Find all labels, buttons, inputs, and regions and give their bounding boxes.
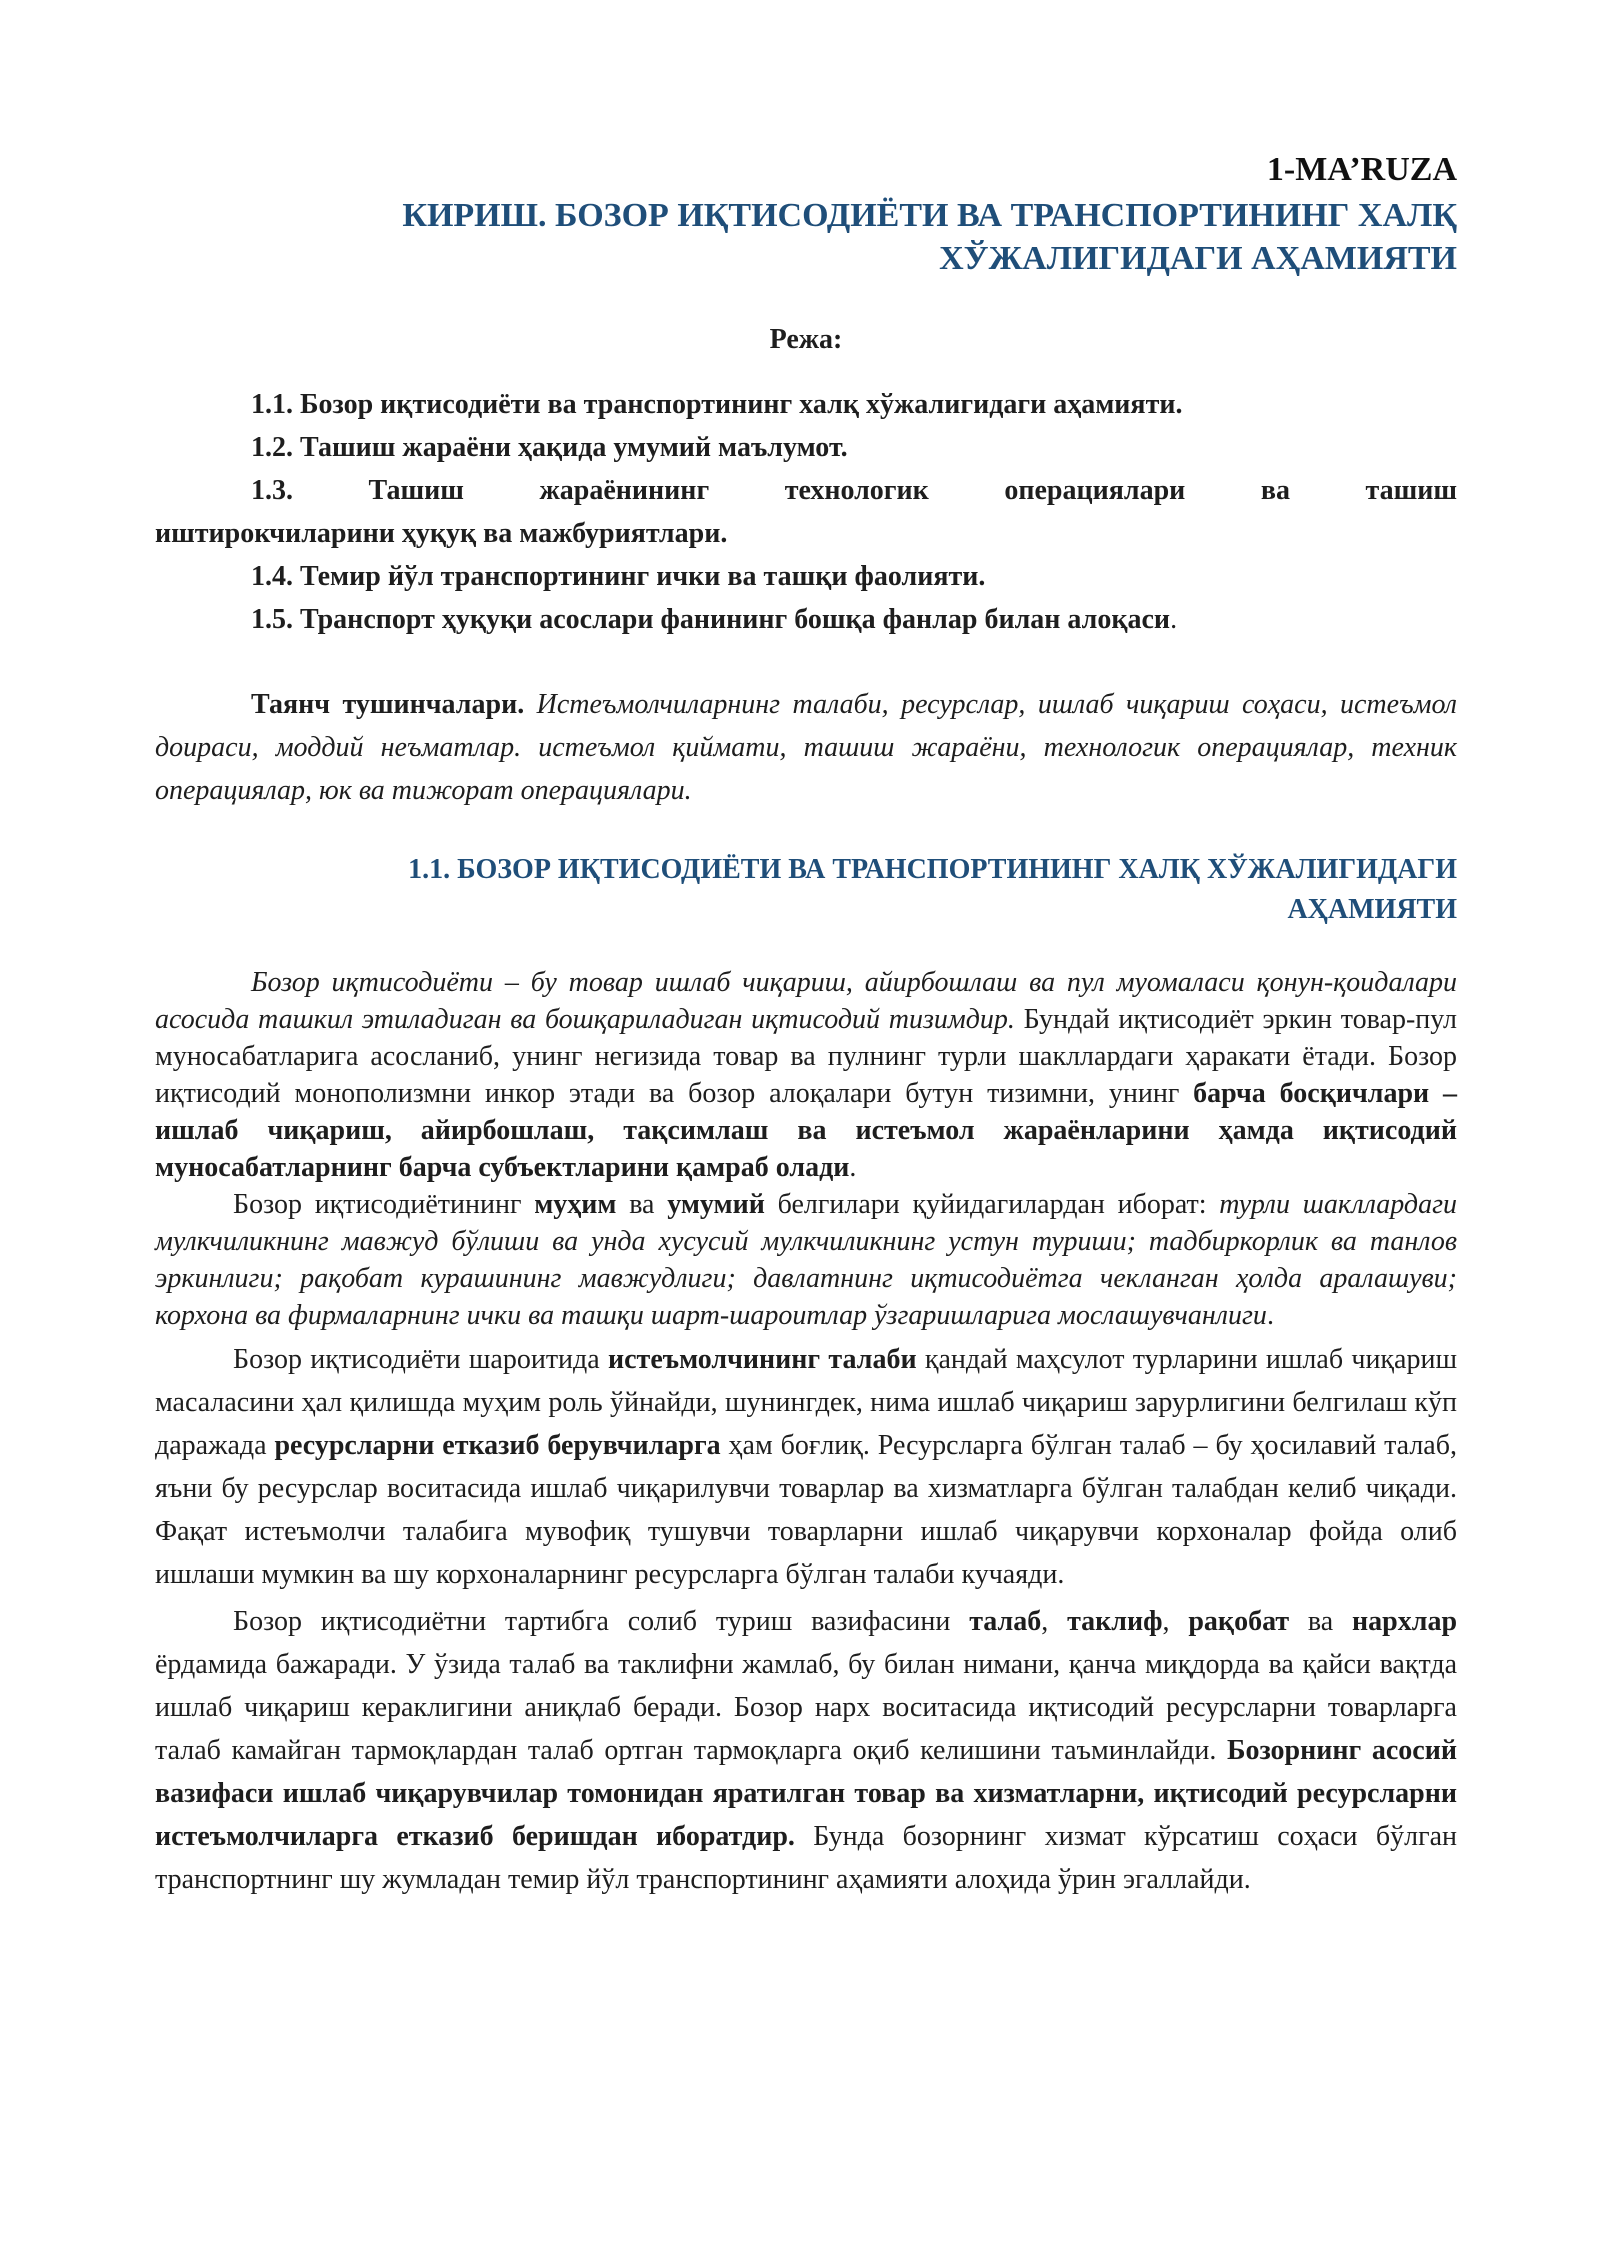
paragraph-text: ва <box>616 1189 668 1220</box>
section-body <box>155 964 1457 1901</box>
plan-item: 1.3. Ташиш жараёнининг технологик операциялари ва ташиш <box>251 475 1457 506</box>
section-title-line-1: 1.1. БОЗОР ИҚТИСОДИЁТИ ВА ТРАНСПОРТИНИНГ ХАЛҚ ХЎЖАЛИГИДАГИ <box>408 854 1457 885</box>
paragraph-text: . <box>849 1152 857 1183</box>
emphasis-text: Бозорнинг асосий вазифаси ишлаб чиқарувчилар томонидан яратилган товар ва хизматларни, иқтисодий ресурсларни истеъмолчиларга етказиб беришдан иборатдир. <box>155 1735 1457 1852</box>
italic-text: турли шакллардаги мулкчиликнинг мавжуд бўлиши ва унда хусусий мулкчиликнинг устун туриши; тадбиркорлик ва танлов эркинлиги; рақобат курашининг мавжудлиги; давлатнинг иқтисодиётга чекланган ҳолда аралашуви; корхона ва фирмаларнинг ички ва ташқи шарт-шароитлар ўзгаришларига мослашувчанлиги <box>155 1189 1458 1331</box>
paragraph-2 <box>155 1186 1457 1334</box>
lecture-title-line-1: КИРИШ. БОЗОР ИҚТИСОДИЁТИ ВА ТРАНСПОРТИНИНГ ХАЛҚ <box>402 197 1457 234</box>
emphasis-text: таклиф <box>1067 1606 1163 1637</box>
paragraph-text: , <box>1162 1606 1189 1637</box>
paragraph-text: Бозор иқтисодиётининг <box>233 1189 535 1220</box>
plan-item-text: 1.5. Транспорт ҳуқуқи асослари фанининг бошқа фанлар билан алоқаси <box>251 604 1171 635</box>
lecture-number: 1-MA’RUZA <box>1266 151 1457 188</box>
definition-text: Бозор иқтисодиёти – бу товар ишлаб чиқариш, айирбошлаш ва пул муомаласи қонун-қоидалари асосида ташкил этиладиган ва бошқариладиган иқтисодий тизимдир. <box>155 967 1457 1035</box>
plan-item: 1.2. Ташиш жараёни ҳақида умумий маълумот. <box>251 432 848 463</box>
paragraph-text: , <box>1041 1606 1068 1637</box>
paragraph-text: белгилари қуйидагилардан иборат: <box>764 1189 1220 1220</box>
paragraph-text: Бозор иқтисодиётни тартибга солиб туриш вазифасини <box>233 1606 970 1637</box>
plan-item-continuation: иштирокчиларини ҳуқуқ ва мажбуриятлари. <box>155 518 728 549</box>
paragraph-text: Бундай иқтисодиёт эркин товар-пул муносабатларига асосланиб, унинг негизида товар ва пулнинг турли шакллардаги ҳаракати ётади. Бозор иқтисодий монополизмни инкор этади ва бозор алоқалари бутун тизимни, унинг <box>155 1004 1457 1109</box>
plan-list <box>155 383 1457 641</box>
paragraph-text: . <box>1266 1300 1274 1331</box>
plan-item-period: . <box>1170 604 1178 635</box>
paragraph-text: ёрдамида бажаради. У ўзида талаб ва таклифни жамлаб, бу билан нимани, қанча миқдорда ва қайси вақтда ишлаб чиқариш кераклигини аниқлаб беради. Бозор нарх воситасида иқтисодий ресурсларни товарларга талаб камайган тармоқлардан талаб ортган тармоқларга оқиб келишини таъминлайди. <box>155 1649 1457 1766</box>
paragraph-text: Бунда бозорнинг хизмат кўрсатиш соҳаси бўлган транспортнинг шу жумладан темир йўл транспортининг аҳамияти алоҳида ўрин эгаллайди. <box>155 1821 1457 1895</box>
emphasis-text: ресурсларни етказиб берувчиларга <box>274 1430 721 1461</box>
paragraph-text: Бозор иқтисодиёти шароитида <box>233 1344 608 1375</box>
paragraph-3 <box>155 1338 1457 1596</box>
emphasis-text: истеъмолчининг талаби <box>608 1344 917 1375</box>
section-title <box>155 850 1457 930</box>
paragraph-text: ҳам боғлиқ. Ресурсларга бўлган талаб – бу ҳосилавий талаб, яъни бу ресурслар воситасида ишлаб чиқарилувчи товарлар ва хизматларга бўлган талабдан келиб чиқади. Фақат истеъмолчи талабига мувофиқ тушувчи товарларни ишлаб чиқарувчи корхоналар фойда олиб ишлаши мумкин ва шу корхоналарнинг ресурсларга бўлган талаби кучаяди. <box>155 1430 1457 1590</box>
keywords-label: Таянч тушинчалари. <box>251 689 525 720</box>
section-title-line-2: АҲАМИЯТИ <box>1287 894 1457 925</box>
emphasis-text: рақобат <box>1188 1606 1290 1637</box>
keywords-text: Истеъмолчиларнинг талаби, ресурслар, ишлаб чиқариш соҳаси, истеъмол доираси, моддий неъматлар. истеъмол қиймати, ташиш жараёни, технологик операциялар, техник операциялар, юк ва тижорат операциялари. <box>155 689 1457 806</box>
emphasis-text: нархлар <box>1352 1606 1458 1637</box>
paragraph-1 <box>155 964 1457 1186</box>
paragraph-text: ва <box>1289 1606 1353 1637</box>
emphasis-text: умумий <box>667 1189 765 1220</box>
emphasis-text: талаб <box>969 1606 1042 1637</box>
paragraph-4 <box>155 1600 1457 1901</box>
plan-item: 1.4. Темир йўл транспортининг ички ва ташқи фаолияти. <box>251 561 986 592</box>
document-page <box>155 150 1457 1901</box>
keywords-paragraph <box>155 683 1457 812</box>
lecture-title <box>155 194 1457 280</box>
paragraph-text: қандай маҳсулот турларини ишлаб чиқариш масаласини ҳал қилишда муҳим роль ўйнайди, шунингдек, нима ишлаб чиқариш зарурлигини белгилаш кўп даражада <box>155 1344 1458 1461</box>
plan-heading: Режа: <box>769 324 843 355</box>
plan-item <box>155 598 1457 641</box>
emphasis-text: барча босқичлари – ишлаб чиқариш, айирбошлаш, тақсимлаш ва истеъмол жараёнларини ҳамда иқтисодий муносабатларнинг барча субъектларини қамраб олади <box>155 1078 1457 1183</box>
plan-item: 1.1. Бозор иқтисодиёти ва транспортининг халқ хўжалигидаги аҳамияти. <box>251 389 1183 420</box>
lecture-title-line-2: ХЎЖАЛИГИДАГИ АҲАМИЯТИ <box>939 240 1457 277</box>
emphasis-text: муҳим <box>534 1189 617 1220</box>
